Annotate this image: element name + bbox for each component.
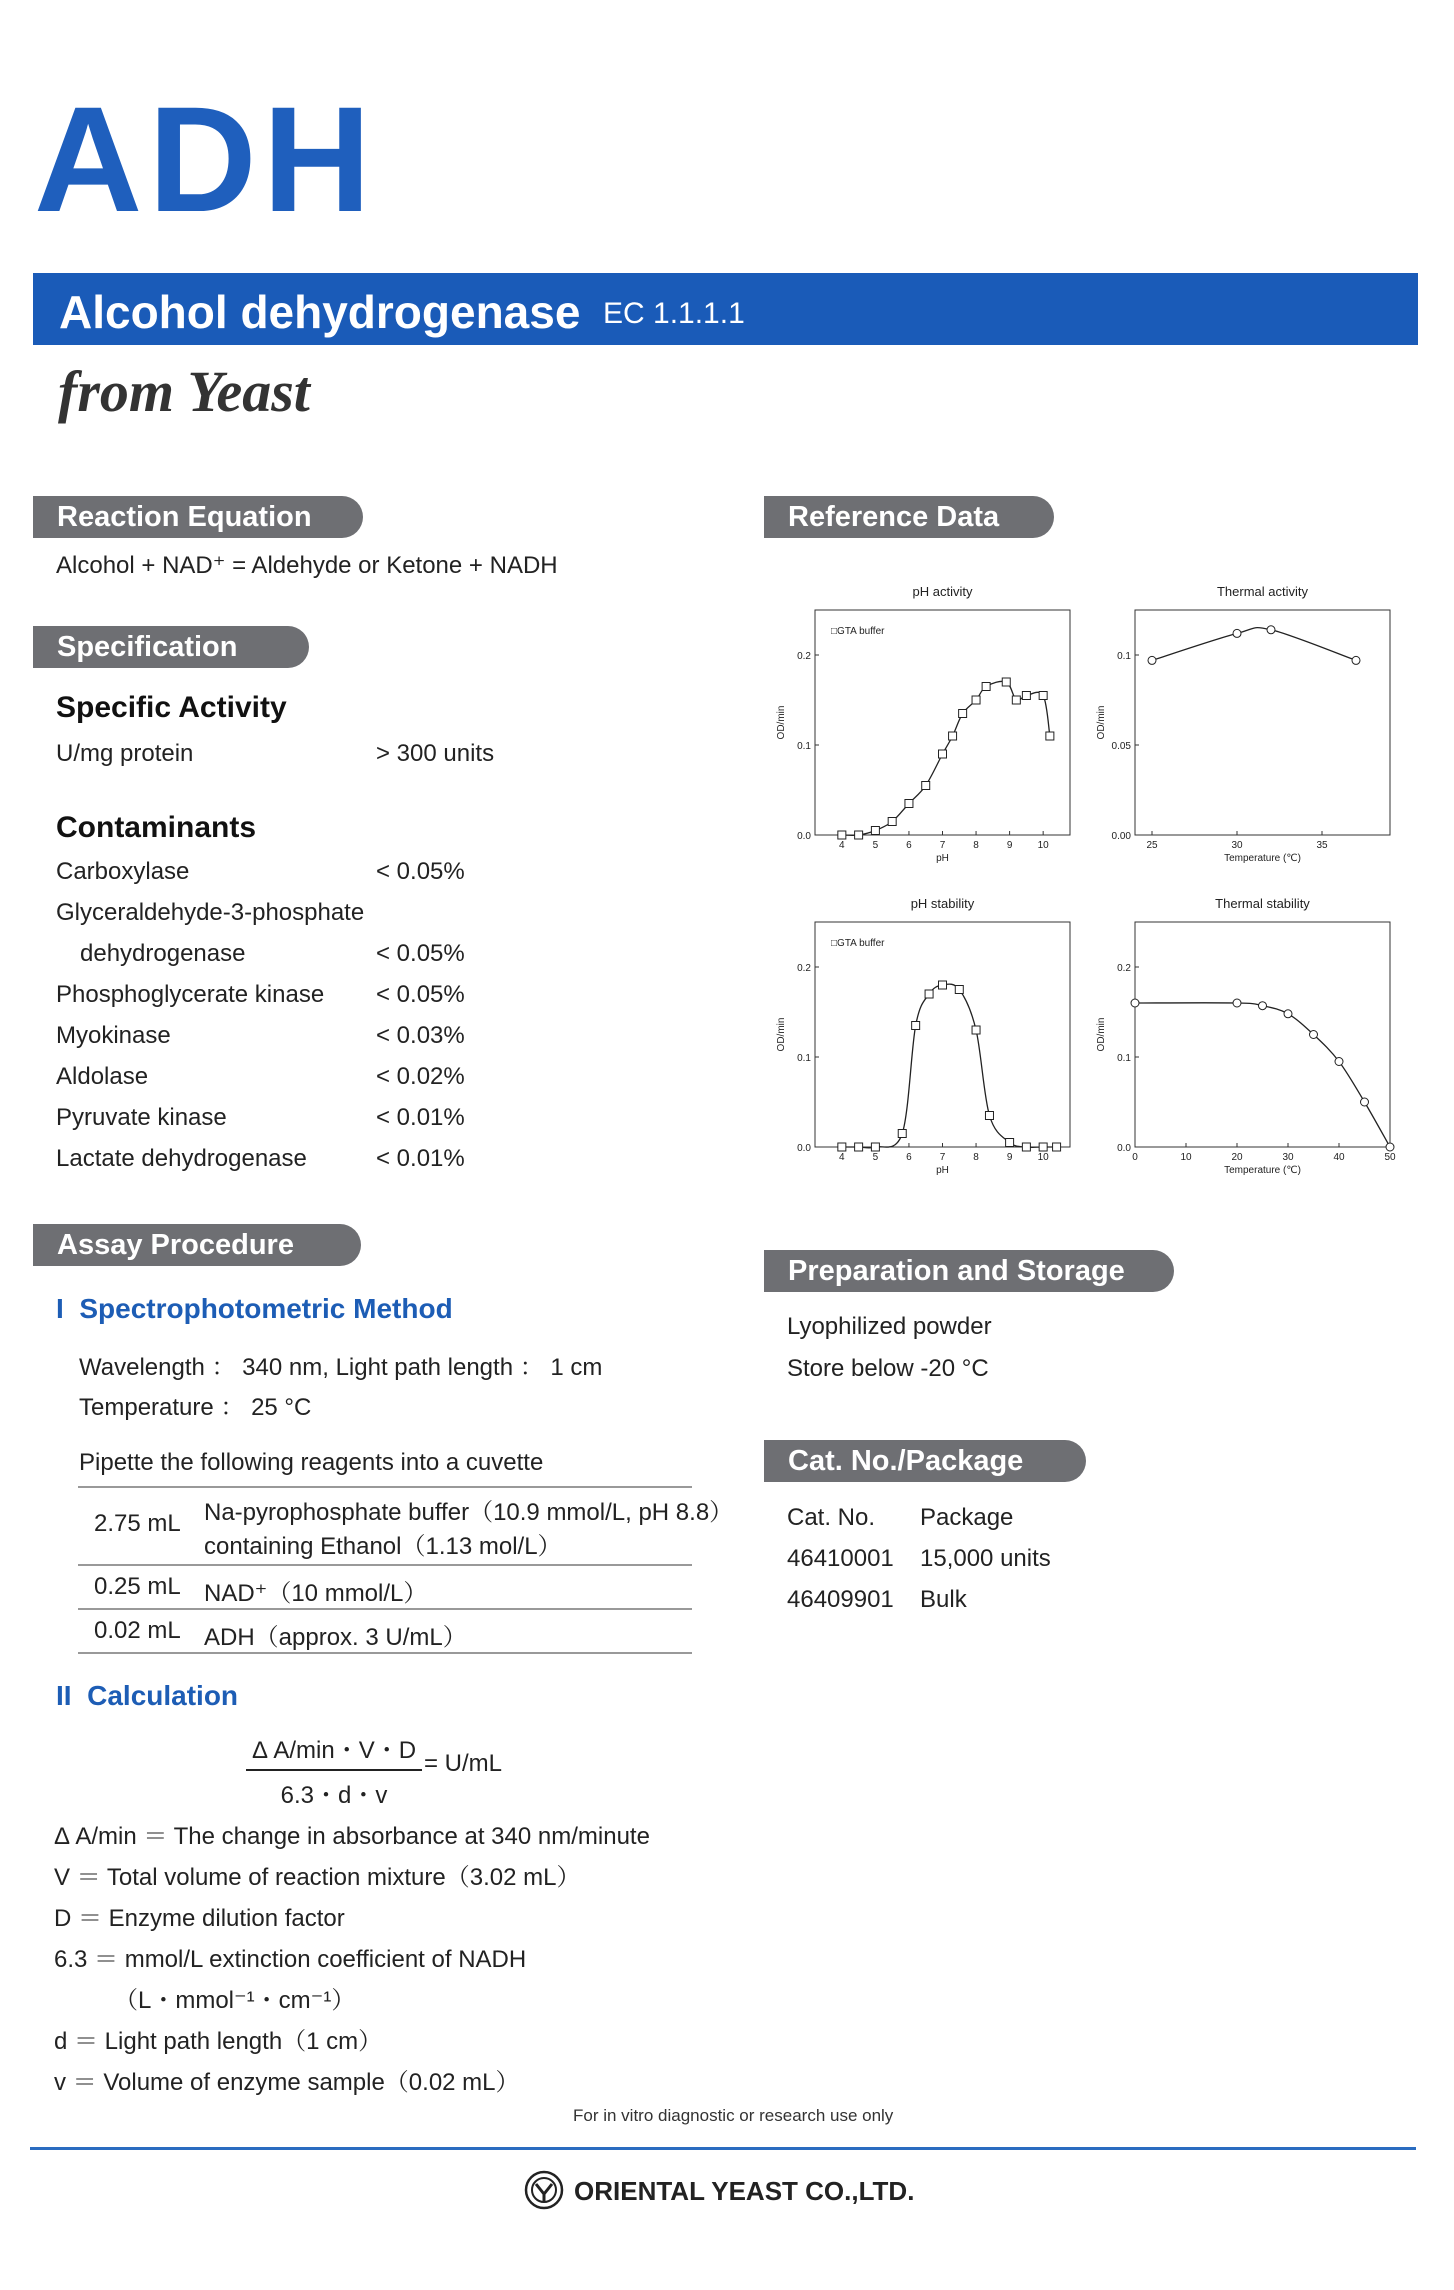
x-tick-label: 5 bbox=[872, 1152, 879, 1163]
y-tick-label: 0.05 bbox=[1111, 741, 1131, 752]
series-line bbox=[1135, 1003, 1390, 1147]
data-point bbox=[1022, 692, 1030, 700]
plot-frame bbox=[815, 610, 1070, 835]
title-banner bbox=[33, 273, 1418, 345]
contaminant-value: < 0.02% bbox=[376, 1063, 465, 1090]
y-tick-label: 0.1 bbox=[1117, 651, 1131, 662]
wavelength-text: Wavelength ： 340 nm, Light path length ： 1 cm bbox=[79, 1354, 603, 1381]
plot-frame bbox=[815, 922, 1070, 1147]
x-tick-label: 10 bbox=[1180, 1152, 1192, 1163]
contaminant-name: Pyruvate kinase bbox=[56, 1104, 227, 1131]
contaminant-name: Glyceraldehyde-3-phosphate bbox=[56, 899, 365, 926]
contaminant-value: < 0.05% bbox=[376, 940, 465, 967]
table-row bbox=[78, 1610, 692, 1654]
x-axis-label: Temperature (℃) bbox=[1224, 853, 1301, 864]
series-line bbox=[842, 984, 1057, 1148]
series-line bbox=[1152, 628, 1356, 661]
x-tick-label: 6 bbox=[906, 840, 912, 851]
legend: □GTA buffer bbox=[831, 938, 885, 949]
package-col-header: Package bbox=[920, 1504, 1014, 1531]
data-point bbox=[1361, 1098, 1369, 1106]
list-item: D ＝ Enzyme dilution factor bbox=[54, 1905, 345, 1932]
x-tick-label: 35 bbox=[1316, 840, 1328, 851]
page-title: ADH bbox=[34, 75, 377, 243]
ph-stability-chart bbox=[770, 890, 1080, 1195]
data-point bbox=[982, 683, 990, 691]
contaminant-name: Phosphoglycerate kinase bbox=[56, 981, 325, 1008]
contaminant-value: < 0.05% bbox=[376, 858, 465, 885]
data-point bbox=[888, 818, 896, 826]
legend: □GTA buffer bbox=[831, 626, 885, 637]
y-tick-label: 0.1 bbox=[797, 741, 811, 752]
storage-form: Lyophilized powder bbox=[787, 1313, 992, 1340]
y-tick-label: 0.0 bbox=[797, 831, 811, 842]
x-tick-label: 8 bbox=[973, 1152, 979, 1163]
data-point bbox=[1386, 1143, 1394, 1151]
list-item bbox=[56, 940, 516, 981]
data-point bbox=[1148, 656, 1156, 664]
data-point bbox=[1053, 1143, 1061, 1151]
data-point bbox=[1039, 692, 1047, 700]
specific-activity-heading: Specific Activity bbox=[56, 691, 287, 724]
x-tick-label: 40 bbox=[1333, 1152, 1345, 1163]
x-tick-label: 30 bbox=[1282, 1152, 1294, 1163]
x-tick-label: 9 bbox=[1006, 840, 1013, 851]
data-point bbox=[1002, 678, 1010, 686]
fraction-bar bbox=[246, 1769, 422, 1771]
data-point bbox=[1012, 696, 1020, 704]
source-subtitle: from Yeast bbox=[58, 359, 310, 424]
y-tick-label: 0.00 bbox=[1111, 831, 1131, 842]
method-number: I bbox=[56, 1293, 64, 1324]
x-tick-label: 9 bbox=[1006, 1152, 1013, 1163]
calculation-heading bbox=[56, 1680, 238, 1712]
method-heading bbox=[56, 1293, 453, 1325]
y-tick-label: 0.0 bbox=[797, 1143, 811, 1154]
ec-number: EC 1.1.1.1 bbox=[603, 297, 745, 330]
list-item: 6.3 ＝ mmol/L extinction coefficient of NADH bbox=[54, 1946, 527, 1973]
temperature-text: Temperature ： 25 °C bbox=[79, 1394, 312, 1421]
chart-title: pH activity bbox=[912, 584, 973, 599]
contaminants-heading: Contaminants bbox=[56, 811, 257, 844]
x-axis-label: Temperature (℃) bbox=[1224, 1165, 1301, 1176]
reaction-heading: Reaction Equation bbox=[33, 496, 363, 538]
contaminant-value: < 0.01% bbox=[376, 1145, 465, 1172]
data-point bbox=[1039, 1143, 1047, 1151]
x-tick-label: 20 bbox=[1231, 1152, 1243, 1163]
plot-frame bbox=[1135, 922, 1390, 1147]
list-item bbox=[56, 899, 516, 940]
x-tick-label: 4 bbox=[839, 1152, 845, 1163]
data-point bbox=[1267, 626, 1275, 634]
ph-activity-chart bbox=[770, 578, 1080, 883]
x-tick-label: 8 bbox=[973, 840, 979, 851]
catalog-heading: Cat. No./Package bbox=[764, 1440, 1086, 1482]
data-point bbox=[939, 981, 947, 989]
list-item bbox=[56, 1022, 516, 1063]
data-point bbox=[972, 1026, 980, 1034]
storage-heading: Preparation and Storage bbox=[764, 1250, 1174, 1292]
data-point bbox=[922, 782, 930, 790]
chart-svg bbox=[770, 890, 1080, 1190]
specification-heading: Specification bbox=[33, 626, 309, 668]
assay-heading: Assay Procedure bbox=[33, 1224, 361, 1266]
thermal-activity-chart bbox=[1090, 578, 1400, 883]
reagent-table bbox=[78, 1488, 734, 1654]
storage-temperature: Store below -20 °C bbox=[787, 1355, 989, 1382]
x-tick-label: 10 bbox=[1037, 1152, 1049, 1163]
data-point bbox=[838, 831, 846, 839]
x-tick-label: 7 bbox=[939, 840, 946, 851]
x-tick-label: 25 bbox=[1146, 840, 1158, 851]
contaminant-value: < 0.05% bbox=[376, 981, 465, 1008]
company-name: ORIENTAL YEAST CO.,LTD. bbox=[574, 2176, 915, 2206]
usage-note: For in vitro diagnostic or research use only bbox=[573, 2106, 894, 2125]
reagent-desc: ADH（approx. 3 U/mL） bbox=[204, 1624, 467, 1651]
thermal-stability-chart bbox=[1090, 890, 1400, 1195]
activity-value: > 300 units bbox=[376, 740, 495, 767]
catalog-number: 46410001 bbox=[787, 1545, 894, 1572]
x-tick-label: 6 bbox=[906, 1152, 912, 1163]
y-axis-label: OD/min bbox=[776, 1017, 787, 1052]
data-point bbox=[871, 1143, 879, 1151]
reagent-volume: 0.02 mL bbox=[94, 1617, 181, 1644]
data-point bbox=[1233, 629, 1241, 637]
x-axis-label: pH bbox=[936, 853, 949, 864]
reagent-desc-line2: containing Ethanol（1.13 mol/L） bbox=[204, 1533, 562, 1560]
contaminant-name: Aldolase bbox=[56, 1063, 149, 1090]
x-tick-label: 30 bbox=[1231, 840, 1243, 851]
y-axis-label: OD/min bbox=[776, 705, 787, 740]
contaminant-name: Myokinase bbox=[56, 1022, 171, 1049]
method-title: Spectrophotometric Method bbox=[79, 1293, 453, 1324]
y-tick-label: 0.0 bbox=[1117, 1143, 1131, 1154]
x-tick-label: 10 bbox=[1037, 840, 1049, 851]
contaminant-value: < 0.03% bbox=[376, 1022, 465, 1049]
company-logo-icon bbox=[524, 2170, 564, 2210]
data-point bbox=[959, 710, 967, 718]
catalog-number: 46409901 bbox=[787, 1586, 894, 1613]
data-point bbox=[838, 1143, 846, 1151]
formula-result: = U/mL bbox=[424, 1750, 503, 1777]
list-item bbox=[56, 858, 516, 899]
data-point bbox=[1259, 1002, 1267, 1010]
reaction-equation: Alcohol + NAD⁺ = Aldehyde or Ketone + NADH bbox=[56, 552, 558, 579]
data-point bbox=[955, 986, 963, 994]
data-point bbox=[871, 827, 879, 835]
plot-frame bbox=[1135, 610, 1390, 835]
data-point bbox=[1022, 1143, 1030, 1151]
calculation-title: Calculation bbox=[87, 1680, 239, 1711]
data-point bbox=[925, 990, 933, 998]
definitions-list bbox=[54, 1816, 650, 2103]
list-item bbox=[56, 1145, 516, 1186]
data-point bbox=[905, 800, 913, 808]
contaminant-value: < 0.01% bbox=[376, 1104, 465, 1131]
list-item: d ＝ Light path length（1 cm） bbox=[54, 2028, 383, 2055]
formula bbox=[246, 1730, 422, 1810]
chart-title: Thermal activity bbox=[1216, 584, 1309, 599]
catalog-col-header: Cat. No. bbox=[787, 1504, 876, 1531]
contaminant-name: Lactate dehydrogenase bbox=[56, 1145, 307, 1172]
y-tick-label: 0.1 bbox=[1117, 1053, 1131, 1064]
reagent-volume: 0.25 mL bbox=[94, 1573, 181, 1600]
y-tick-label: 0.1 bbox=[797, 1053, 811, 1064]
list-item: （L・mmol⁻¹・cm⁻¹） bbox=[114, 1987, 356, 2014]
list-item bbox=[56, 1104, 516, 1145]
package-size: 15,000 units bbox=[920, 1545, 1051, 1572]
data-point bbox=[949, 732, 957, 740]
data-point bbox=[1284, 1010, 1292, 1018]
data-point bbox=[1131, 999, 1139, 1007]
activity-label: U/mg protein bbox=[56, 740, 194, 767]
data-point bbox=[939, 750, 947, 758]
x-tick-label: 5 bbox=[872, 840, 879, 851]
data-point bbox=[1046, 732, 1054, 740]
chart-svg bbox=[1090, 578, 1400, 878]
list-item: V ＝ Total volume of reaction mixture（3.02 mL） bbox=[54, 1864, 581, 1891]
contaminants-list bbox=[56, 858, 516, 1186]
x-tick-label: 4 bbox=[839, 840, 845, 851]
data-point bbox=[1310, 1031, 1318, 1039]
pipette-text: Pipette the following reagents into a cuvette bbox=[79, 1449, 544, 1476]
data-point bbox=[985, 1112, 993, 1120]
y-tick-label: 0.2 bbox=[797, 963, 811, 974]
data-point bbox=[912, 1022, 920, 1030]
data-point bbox=[1006, 1139, 1014, 1147]
enzyme-name: Alcohol dehydrogenase bbox=[59, 286, 581, 338]
data-point bbox=[898, 1130, 906, 1138]
x-tick-label: 50 bbox=[1384, 1152, 1396, 1163]
contaminant-name: dehydrogenase bbox=[80, 940, 246, 967]
y-axis-label: OD/min bbox=[1096, 705, 1107, 740]
reagent-volume: 2.75 mL bbox=[94, 1510, 181, 1537]
data-point bbox=[855, 831, 863, 839]
y-axis-label: OD/min bbox=[1096, 1017, 1107, 1052]
x-tick-label: 7 bbox=[939, 1152, 946, 1163]
x-tick-label: 0 bbox=[1132, 1152, 1138, 1163]
list-item bbox=[56, 1063, 516, 1104]
chart-svg bbox=[770, 578, 1080, 878]
calculation-number: II bbox=[56, 1680, 72, 1711]
table-row bbox=[78, 1488, 734, 1566]
data-point bbox=[855, 1143, 863, 1151]
footer-rule bbox=[30, 2147, 1416, 2150]
chart-svg bbox=[1090, 890, 1400, 1190]
package-size: Bulk bbox=[920, 1586, 967, 1613]
formula-denominator: 6.3・d・v bbox=[280, 1782, 388, 1809]
reagent-desc: NAD⁺（10 mmol/L） bbox=[204, 1580, 428, 1607]
y-tick-label: 0.2 bbox=[1117, 963, 1131, 974]
data-point bbox=[1352, 656, 1360, 664]
table-row bbox=[78, 1566, 692, 1610]
chart-title: Thermal stability bbox=[1215, 896, 1310, 911]
data-point bbox=[1335, 1058, 1343, 1066]
y-tick-label: 0.2 bbox=[797, 651, 811, 662]
data-point bbox=[972, 696, 980, 704]
contaminant-name: Carboxylase bbox=[56, 858, 190, 885]
data-point bbox=[1233, 999, 1241, 1007]
list-item bbox=[56, 981, 516, 1022]
x-axis-label: pH bbox=[936, 1165, 949, 1176]
formula-numerator: Δ A/min・V・D bbox=[251, 1737, 417, 1764]
reagent-desc: Na-pyrophosphate buffer（10.9 mmol/L, pH 8.8） bbox=[204, 1499, 734, 1526]
list-item: v ＝ Volume of enzyme sample（0.02 mL） bbox=[54, 2069, 520, 2096]
list-item: Δ A/min ＝ The change in absorbance at 340 nm/minute bbox=[54, 1823, 650, 1850]
reference-heading: Reference Data bbox=[764, 496, 1054, 538]
chart-title: pH stability bbox=[910, 896, 975, 911]
